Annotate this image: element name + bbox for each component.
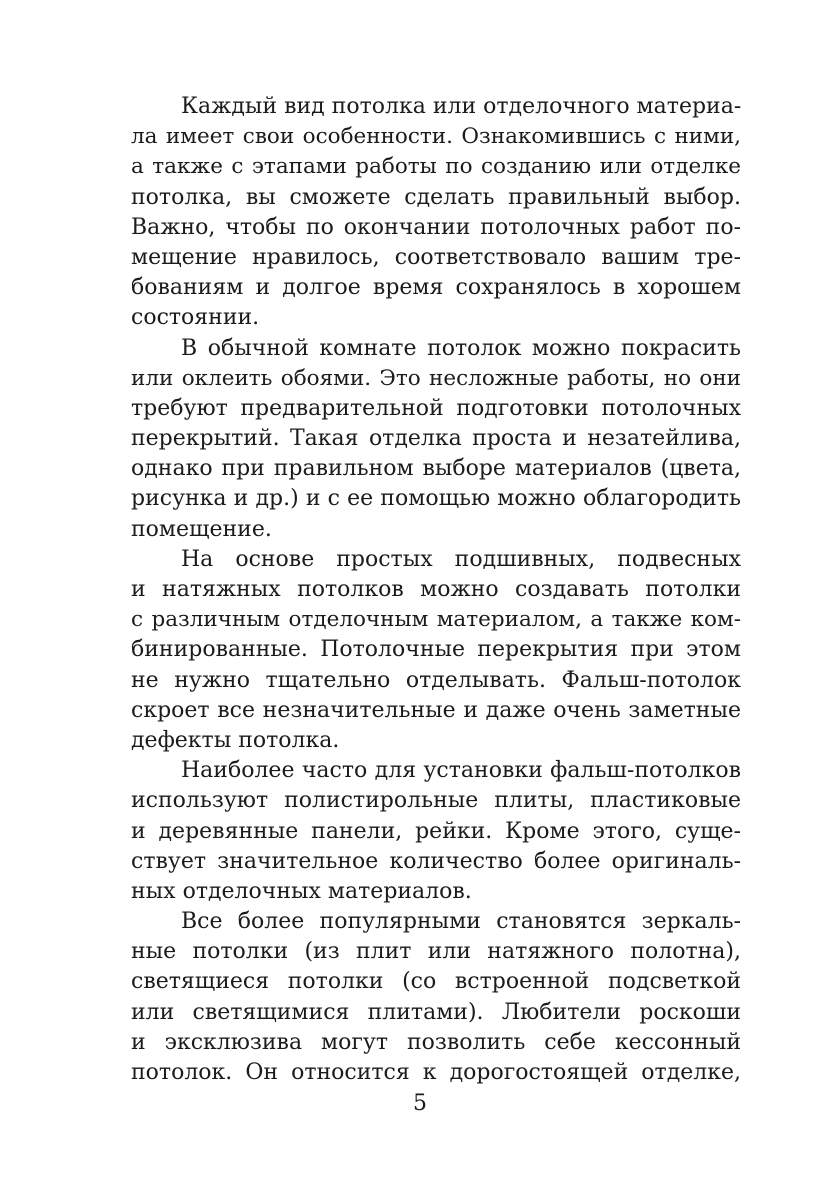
text-line: и эксклюзива могут позволить себе кессонный — [131, 1029, 741, 1055]
text-line: а также с этапами работы по созданию или отделке — [131, 154, 741, 180]
text-line: требуют предварительной подготовки потолочных — [131, 395, 741, 421]
text-line: ные потолки (из плит или натяжного полотна), — [131, 939, 741, 965]
text-line: потолок. Он относится к дорогостоящей отделке, — [131, 1060, 741, 1085]
text-line: ствует значительное количество более оригиналь- — [131, 848, 741, 874]
text-line: Наиболее часто для установки фальш-потолков — [181, 758, 741, 784]
text-line: Все более популярными становятся зеркаль- — [181, 909, 741, 935]
text-line: перекрытий. Такая отделка проста и незатейлива, — [131, 426, 741, 452]
page-number: 5 — [413, 1091, 427, 1116]
text-line: ла имеет свои особенности. Ознакомившись с ними, — [131, 124, 741, 150]
paragraph-4 — [131, 756, 741, 907]
text-line: Каждый вид потолка или отделочного материа- — [181, 94, 742, 119]
text-line: ных отделочных материалов. — [131, 878, 472, 904]
text-line: дефекты потолка. — [131, 727, 340, 753]
text-line: состоянии. — [131, 305, 260, 331]
text-line: мещение нравилось, соответствовало вашим тре- — [131, 244, 741, 270]
paragraph-3 — [131, 545, 741, 756]
text-line: В обычной комнате потолок можно покрасить — [181, 335, 741, 361]
text-line: бованиям и долгое время сохранялось в хорошем — [131, 275, 741, 301]
text-line: На основе простых подшивных, подвесных — [181, 546, 741, 572]
text-line: потолка, вы сможете сделать правильный выбор. — [131, 184, 741, 210]
body-text — [131, 92, 741, 1088]
text-line: и деревянные панели, рейки. Кроме этого, суще- — [131, 818, 741, 844]
text-line: с различным отделочным материалом, а также ком- — [131, 607, 741, 633]
text-line: или светящимися плитами). Любители роскоши — [131, 999, 741, 1025]
paragraph-2 — [131, 334, 741, 545]
text-line: не нужно тщательно отделывать. Фальш-потолок — [131, 667, 741, 693]
paragraph-1 — [131, 92, 741, 334]
text-line: рисунка и др.) и с ее помощью можно облагородить — [131, 486, 741, 512]
text-line: используют полистирольные плиты, пластиковые — [131, 788, 741, 814]
text-line: Важно, чтобы по окончании потолочных работ по- — [131, 214, 741, 240]
paragraph-5 — [131, 907, 741, 1088]
text-line: бинированные. Потолочные перекрытия при этом — [131, 637, 741, 663]
text-line: скроет все незначительные и даже очень заметные — [131, 697, 741, 723]
text-line: и натяжных потолков можно создавать потолки — [131, 577, 741, 602]
text-line: или оклеить обоями. Это несложные работы, но они — [131, 365, 741, 391]
text-line: однако при правильном выборе материалов (цвета, — [131, 456, 741, 482]
text-line: помещение. — [131, 516, 272, 542]
text-line: светящиеся потолки (со встроенной подсветкой — [131, 969, 741, 995]
